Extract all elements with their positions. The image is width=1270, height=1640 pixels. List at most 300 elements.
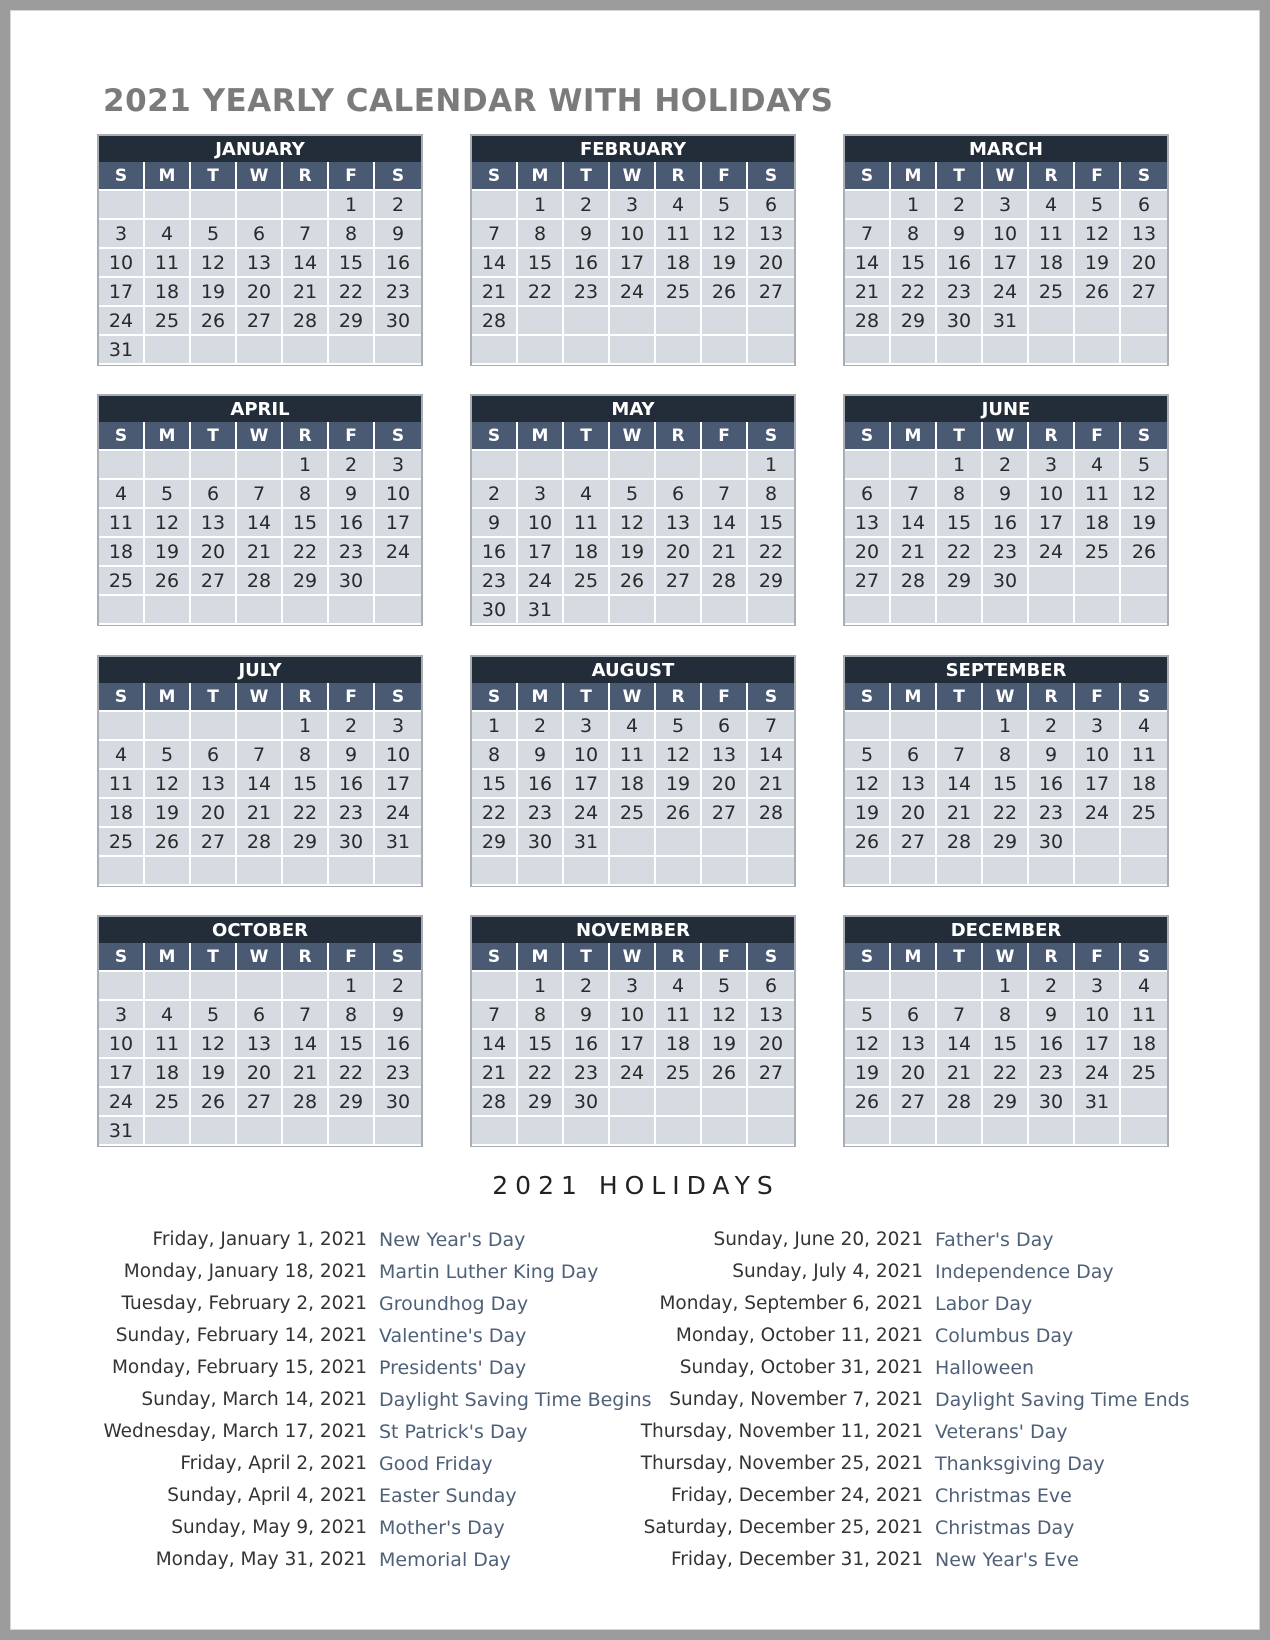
day-cell: 24 bbox=[983, 278, 1029, 307]
weekday-header: W bbox=[237, 683, 283, 712]
empty-day-cell bbox=[1029, 857, 1075, 886]
weekday-header: S bbox=[1121, 943, 1167, 972]
day-cell: 3 bbox=[99, 220, 145, 249]
empty-day-cell bbox=[99, 451, 145, 480]
day-cell: 4 bbox=[656, 972, 702, 1001]
day-cell: 22 bbox=[518, 278, 564, 307]
empty-day-cell bbox=[702, 336, 748, 365]
empty-day-cell bbox=[937, 972, 983, 1001]
day-cell: 31 bbox=[518, 596, 564, 625]
day-cell: 11 bbox=[145, 249, 191, 278]
day-cell: 28 bbox=[283, 307, 329, 336]
day-cell: 13 bbox=[748, 1001, 794, 1030]
day-cell: 8 bbox=[983, 741, 1029, 770]
day-cell: 19 bbox=[145, 799, 191, 828]
day-cell: 26 bbox=[656, 799, 702, 828]
holiday-row bbox=[11, 1485, 517, 1517]
day-cell: 8 bbox=[518, 1001, 564, 1030]
day-cell: 7 bbox=[237, 741, 283, 770]
holiday-row bbox=[571, 1229, 1054, 1261]
day-cell: 1 bbox=[472, 712, 518, 741]
day-cell: 30 bbox=[518, 828, 564, 857]
empty-day-cell bbox=[283, 336, 329, 365]
day-cell: 6 bbox=[237, 220, 283, 249]
day-cell: 10 bbox=[1075, 1001, 1121, 1030]
day-cell: 3 bbox=[375, 712, 421, 741]
holiday-row bbox=[11, 1389, 652, 1421]
day-cell: 24 bbox=[564, 799, 610, 828]
empty-day-cell bbox=[702, 857, 748, 886]
weekday-header: T bbox=[937, 683, 983, 712]
empty-day-cell bbox=[472, 451, 518, 480]
holiday-row bbox=[11, 1357, 527, 1389]
day-cell: 3 bbox=[610, 972, 656, 1001]
day-cell: 19 bbox=[845, 799, 891, 828]
day-cell: 4 bbox=[564, 480, 610, 509]
weekday-header: W bbox=[610, 683, 656, 712]
day-cell: 11 bbox=[1121, 741, 1167, 770]
month-may bbox=[470, 394, 796, 626]
day-cell: 24 bbox=[99, 307, 145, 336]
weekday-header: T bbox=[937, 162, 983, 191]
day-cell: 2 bbox=[1029, 972, 1075, 1001]
day-cell: 10 bbox=[99, 1030, 145, 1059]
day-cell: 22 bbox=[937, 538, 983, 567]
empty-day-cell bbox=[937, 857, 983, 886]
weekday-header: M bbox=[518, 162, 564, 191]
month-name: JULY bbox=[99, 657, 421, 683]
weekday-header: F bbox=[702, 422, 748, 451]
day-cell: 26 bbox=[610, 567, 656, 596]
holidays-right-column bbox=[571, 1229, 1190, 1581]
day-cell: 13 bbox=[656, 509, 702, 538]
weekday-header: F bbox=[1075, 422, 1121, 451]
day-cell: 17 bbox=[1075, 770, 1121, 799]
day-cell: 16 bbox=[329, 509, 375, 538]
day-cell: 28 bbox=[237, 828, 283, 857]
day-cell: 16 bbox=[472, 538, 518, 567]
day-cell: 23 bbox=[564, 278, 610, 307]
day-cell: 5 bbox=[845, 1001, 891, 1030]
empty-day-cell bbox=[329, 1117, 375, 1146]
day-cell: 3 bbox=[983, 191, 1029, 220]
holiday-row bbox=[571, 1389, 1190, 1421]
empty-day-cell bbox=[1075, 596, 1121, 625]
day-cell: 6 bbox=[891, 1001, 937, 1030]
weekday-header: R bbox=[1029, 943, 1075, 972]
holiday-row bbox=[571, 1421, 1068, 1453]
empty-day-cell bbox=[329, 596, 375, 625]
empty-day-cell bbox=[845, 596, 891, 625]
day-cell: 28 bbox=[845, 307, 891, 336]
weekday-header: M bbox=[145, 162, 191, 191]
weekday-header: M bbox=[145, 683, 191, 712]
month-day-grid bbox=[845, 683, 1167, 886]
day-cell: 21 bbox=[702, 538, 748, 567]
day-cell: 8 bbox=[283, 741, 329, 770]
empty-day-cell bbox=[845, 1117, 891, 1146]
holiday-name: Groundhog Day bbox=[379, 1293, 529, 1315]
empty-day-cell bbox=[283, 191, 329, 220]
empty-day-cell bbox=[937, 596, 983, 625]
empty-day-cell bbox=[610, 596, 656, 625]
empty-day-cell bbox=[283, 596, 329, 625]
day-cell: 3 bbox=[99, 1001, 145, 1030]
day-cell: 4 bbox=[656, 191, 702, 220]
empty-day-cell bbox=[191, 857, 237, 886]
day-cell: 17 bbox=[983, 249, 1029, 278]
holiday-name: Christmas Eve bbox=[935, 1485, 1072, 1507]
day-cell: 25 bbox=[1121, 799, 1167, 828]
day-cell: 30 bbox=[564, 1088, 610, 1117]
day-cell: 7 bbox=[472, 1001, 518, 1030]
day-cell: 1 bbox=[283, 451, 329, 480]
empty-day-cell bbox=[145, 596, 191, 625]
day-cell: 17 bbox=[1075, 1030, 1121, 1059]
empty-day-cell bbox=[329, 336, 375, 365]
day-cell: 19 bbox=[1121, 509, 1167, 538]
empty-day-cell bbox=[145, 712, 191, 741]
holiday-date: Monday, February 15, 2021 bbox=[111, 1357, 367, 1378]
day-cell: 13 bbox=[237, 249, 283, 278]
empty-day-cell bbox=[1121, 1117, 1167, 1146]
day-cell: 9 bbox=[1029, 1001, 1075, 1030]
day-cell: 23 bbox=[937, 278, 983, 307]
day-cell: 18 bbox=[564, 538, 610, 567]
holiday-row bbox=[571, 1549, 1079, 1581]
holiday-row bbox=[571, 1325, 1074, 1357]
day-cell: 21 bbox=[748, 770, 794, 799]
holiday-name: Columbus Day bbox=[935, 1325, 1074, 1347]
day-cell: 17 bbox=[99, 1059, 145, 1088]
day-cell: 15 bbox=[472, 770, 518, 799]
day-cell: 7 bbox=[845, 220, 891, 249]
day-cell: 24 bbox=[375, 538, 421, 567]
day-cell: 25 bbox=[610, 799, 656, 828]
weekday-header: W bbox=[983, 422, 1029, 451]
day-cell: 12 bbox=[610, 509, 656, 538]
empty-day-cell bbox=[1029, 307, 1075, 336]
day-cell: 28 bbox=[472, 307, 518, 336]
empty-day-cell bbox=[1121, 1088, 1167, 1117]
day-cell: 10 bbox=[610, 220, 656, 249]
day-cell: 1 bbox=[937, 451, 983, 480]
day-cell: 9 bbox=[375, 220, 421, 249]
day-cell: 7 bbox=[937, 741, 983, 770]
day-cell: 11 bbox=[99, 509, 145, 538]
empty-day-cell bbox=[191, 972, 237, 1001]
day-cell: 5 bbox=[1075, 191, 1121, 220]
holiday-row bbox=[11, 1549, 511, 1581]
day-cell: 2 bbox=[564, 972, 610, 1001]
day-cell: 27 bbox=[845, 567, 891, 596]
day-cell: 16 bbox=[518, 770, 564, 799]
empty-day-cell bbox=[518, 1117, 564, 1146]
empty-day-cell bbox=[656, 451, 702, 480]
day-cell: 27 bbox=[891, 1088, 937, 1117]
day-cell: 20 bbox=[891, 799, 937, 828]
holiday-date: Sunday, November 7, 2021 bbox=[669, 1389, 923, 1410]
empty-day-cell bbox=[564, 857, 610, 886]
empty-day-cell bbox=[983, 1117, 1029, 1146]
weekday-header: T bbox=[564, 683, 610, 712]
day-cell: 1 bbox=[329, 972, 375, 1001]
empty-day-cell bbox=[656, 307, 702, 336]
day-cell: 12 bbox=[845, 770, 891, 799]
empty-day-cell bbox=[937, 712, 983, 741]
day-cell: 15 bbox=[329, 1030, 375, 1059]
day-cell: 21 bbox=[937, 1059, 983, 1088]
day-cell: 4 bbox=[1029, 191, 1075, 220]
day-cell: 22 bbox=[283, 799, 329, 828]
day-cell: 7 bbox=[702, 480, 748, 509]
weekday-header: F bbox=[702, 943, 748, 972]
day-cell: 12 bbox=[845, 1030, 891, 1059]
day-cell: 26 bbox=[702, 278, 748, 307]
weekday-header: F bbox=[1075, 683, 1121, 712]
day-cell: 12 bbox=[145, 770, 191, 799]
day-cell: 7 bbox=[748, 712, 794, 741]
day-cell: 23 bbox=[375, 1059, 421, 1088]
day-cell: 29 bbox=[937, 567, 983, 596]
day-cell: 20 bbox=[237, 278, 283, 307]
day-cell: 19 bbox=[191, 1059, 237, 1088]
empty-day-cell bbox=[1075, 857, 1121, 886]
day-cell: 2 bbox=[329, 451, 375, 480]
day-cell: 4 bbox=[145, 220, 191, 249]
day-cell: 13 bbox=[891, 770, 937, 799]
day-cell: 19 bbox=[845, 1059, 891, 1088]
weekday-header: W bbox=[983, 943, 1029, 972]
empty-day-cell bbox=[748, 596, 794, 625]
empty-day-cell bbox=[375, 596, 421, 625]
day-cell: 28 bbox=[748, 799, 794, 828]
day-cell: 30 bbox=[329, 567, 375, 596]
empty-day-cell bbox=[702, 451, 748, 480]
month-name: NOVEMBER bbox=[472, 917, 794, 943]
weekday-header: R bbox=[656, 943, 702, 972]
day-cell: 6 bbox=[748, 191, 794, 220]
day-cell: 27 bbox=[702, 799, 748, 828]
month-day-grid bbox=[99, 162, 421, 365]
weekday-header: W bbox=[237, 162, 283, 191]
holiday-date: Thursday, November 25, 2021 bbox=[640, 1453, 923, 1474]
day-cell: 14 bbox=[702, 509, 748, 538]
day-cell: 31 bbox=[375, 828, 421, 857]
day-cell: 26 bbox=[191, 1088, 237, 1117]
day-cell: 10 bbox=[99, 249, 145, 278]
weekday-header: M bbox=[145, 943, 191, 972]
empty-day-cell bbox=[1029, 1117, 1075, 1146]
day-cell: 22 bbox=[983, 1059, 1029, 1088]
empty-day-cell bbox=[748, 828, 794, 857]
holiday-date: Friday, January 1, 2021 bbox=[152, 1229, 367, 1250]
holiday-date: Friday, December 31, 2021 bbox=[670, 1549, 923, 1570]
day-cell: 9 bbox=[1029, 741, 1075, 770]
day-cell: 8 bbox=[329, 1001, 375, 1030]
day-cell: 17 bbox=[518, 538, 564, 567]
day-cell: 4 bbox=[99, 480, 145, 509]
weekday-header: S bbox=[375, 683, 421, 712]
day-cell: 23 bbox=[329, 799, 375, 828]
empty-day-cell bbox=[564, 336, 610, 365]
day-cell: 5 bbox=[845, 741, 891, 770]
weekday-header: R bbox=[283, 422, 329, 451]
month-name: OCTOBER bbox=[99, 917, 421, 943]
empty-day-cell bbox=[656, 1088, 702, 1117]
day-cell: 26 bbox=[1075, 278, 1121, 307]
empty-day-cell bbox=[1029, 336, 1075, 365]
day-cell: 24 bbox=[99, 1088, 145, 1117]
day-cell: 10 bbox=[610, 1001, 656, 1030]
day-cell: 2 bbox=[564, 191, 610, 220]
empty-day-cell bbox=[748, 307, 794, 336]
day-cell: 19 bbox=[702, 249, 748, 278]
day-cell: 10 bbox=[518, 509, 564, 538]
day-cell: 21 bbox=[472, 1059, 518, 1088]
day-cell: 28 bbox=[283, 1088, 329, 1117]
day-cell: 1 bbox=[329, 191, 375, 220]
holiday-name: Daylight Saving Time Begins bbox=[379, 1389, 652, 1411]
weekday-header: M bbox=[518, 422, 564, 451]
holiday-row bbox=[571, 1485, 1072, 1517]
day-cell: 13 bbox=[702, 741, 748, 770]
weekday-header: T bbox=[564, 422, 610, 451]
holiday-name: Easter Sunday bbox=[379, 1485, 517, 1507]
empty-day-cell bbox=[191, 336, 237, 365]
day-cell: 27 bbox=[891, 828, 937, 857]
empty-day-cell bbox=[845, 712, 891, 741]
empty-day-cell bbox=[99, 712, 145, 741]
day-cell: 31 bbox=[564, 828, 610, 857]
empty-day-cell bbox=[237, 972, 283, 1001]
holiday-name: Presidents' Day bbox=[379, 1357, 527, 1379]
weekday-header: S bbox=[845, 683, 891, 712]
empty-day-cell bbox=[748, 1117, 794, 1146]
day-cell: 3 bbox=[518, 480, 564, 509]
weekday-header: T bbox=[191, 683, 237, 712]
day-cell: 12 bbox=[702, 1001, 748, 1030]
day-cell: 4 bbox=[1121, 712, 1167, 741]
day-cell: 26 bbox=[145, 828, 191, 857]
weekday-header: T bbox=[191, 943, 237, 972]
day-cell: 7 bbox=[237, 480, 283, 509]
day-cell: 8 bbox=[283, 480, 329, 509]
weekday-header: T bbox=[937, 422, 983, 451]
day-cell: 25 bbox=[99, 567, 145, 596]
weekday-header: F bbox=[1075, 162, 1121, 191]
holiday-date: Sunday, February 14, 2021 bbox=[115, 1325, 367, 1346]
day-cell: 10 bbox=[1029, 480, 1075, 509]
empty-day-cell bbox=[610, 857, 656, 886]
empty-day-cell bbox=[283, 1117, 329, 1146]
day-cell: 2 bbox=[329, 712, 375, 741]
month-day-grid bbox=[99, 422, 421, 625]
holiday-date: Wednesday, March 17, 2021 bbox=[103, 1421, 367, 1442]
day-cell: 21 bbox=[283, 278, 329, 307]
day-cell: 2 bbox=[472, 480, 518, 509]
weekday-header: M bbox=[891, 683, 937, 712]
day-cell: 15 bbox=[283, 770, 329, 799]
holiday-date: Sunday, April 4, 2021 bbox=[167, 1485, 367, 1506]
day-cell: 21 bbox=[472, 278, 518, 307]
day-cell: 18 bbox=[145, 1059, 191, 1088]
weekday-header: W bbox=[983, 162, 1029, 191]
day-cell: 15 bbox=[748, 509, 794, 538]
day-cell: 16 bbox=[375, 249, 421, 278]
day-cell: 28 bbox=[472, 1088, 518, 1117]
weekday-header: T bbox=[564, 162, 610, 191]
day-cell: 12 bbox=[702, 220, 748, 249]
day-cell: 27 bbox=[748, 278, 794, 307]
day-cell: 25 bbox=[145, 307, 191, 336]
day-cell: 14 bbox=[472, 249, 518, 278]
day-cell: 22 bbox=[283, 538, 329, 567]
holiday-name: Father's Day bbox=[935, 1229, 1054, 1251]
day-cell: 16 bbox=[937, 249, 983, 278]
day-cell: 9 bbox=[937, 220, 983, 249]
day-cell: 28 bbox=[237, 567, 283, 596]
day-cell: 7 bbox=[472, 220, 518, 249]
empty-day-cell bbox=[99, 596, 145, 625]
month-july bbox=[97, 655, 423, 887]
holiday-name: Labor Day bbox=[935, 1293, 1033, 1315]
day-cell: 18 bbox=[1121, 770, 1167, 799]
day-cell: 30 bbox=[937, 307, 983, 336]
day-cell: 11 bbox=[1029, 220, 1075, 249]
weekday-header: S bbox=[748, 162, 794, 191]
empty-day-cell bbox=[329, 857, 375, 886]
day-cell: 11 bbox=[1121, 1001, 1167, 1030]
month-day-grid bbox=[99, 683, 421, 886]
empty-day-cell bbox=[983, 596, 1029, 625]
day-cell: 25 bbox=[1121, 1059, 1167, 1088]
holiday-row bbox=[571, 1453, 1105, 1485]
month-day-grid bbox=[845, 422, 1167, 625]
empty-day-cell bbox=[983, 336, 1029, 365]
day-cell: 8 bbox=[472, 741, 518, 770]
holiday-name: New Year's Day bbox=[379, 1229, 526, 1251]
day-cell: 13 bbox=[1121, 220, 1167, 249]
day-cell: 3 bbox=[610, 191, 656, 220]
day-cell: 1 bbox=[891, 191, 937, 220]
weekday-header: R bbox=[1029, 422, 1075, 451]
holiday-name: Martin Luther King Day bbox=[379, 1261, 599, 1283]
empty-day-cell bbox=[1121, 596, 1167, 625]
month-september bbox=[843, 655, 1169, 887]
holiday-row bbox=[571, 1517, 1075, 1549]
weekday-header: W bbox=[983, 683, 1029, 712]
month-day-grid bbox=[845, 162, 1167, 365]
weekday-header: S bbox=[472, 422, 518, 451]
day-cell: 20 bbox=[191, 799, 237, 828]
day-cell: 22 bbox=[983, 799, 1029, 828]
day-cell: 14 bbox=[237, 509, 283, 538]
month-name: FEBRUARY bbox=[472, 136, 794, 162]
day-cell: 11 bbox=[656, 1001, 702, 1030]
weekday-header: S bbox=[375, 422, 421, 451]
day-cell: 9 bbox=[329, 741, 375, 770]
empty-day-cell bbox=[610, 828, 656, 857]
day-cell: 23 bbox=[564, 1059, 610, 1088]
day-cell: 16 bbox=[329, 770, 375, 799]
day-cell: 26 bbox=[145, 567, 191, 596]
day-cell: 15 bbox=[518, 249, 564, 278]
day-cell: 6 bbox=[191, 741, 237, 770]
day-cell: 14 bbox=[237, 770, 283, 799]
day-cell: 30 bbox=[375, 1088, 421, 1117]
day-cell: 21 bbox=[891, 538, 937, 567]
